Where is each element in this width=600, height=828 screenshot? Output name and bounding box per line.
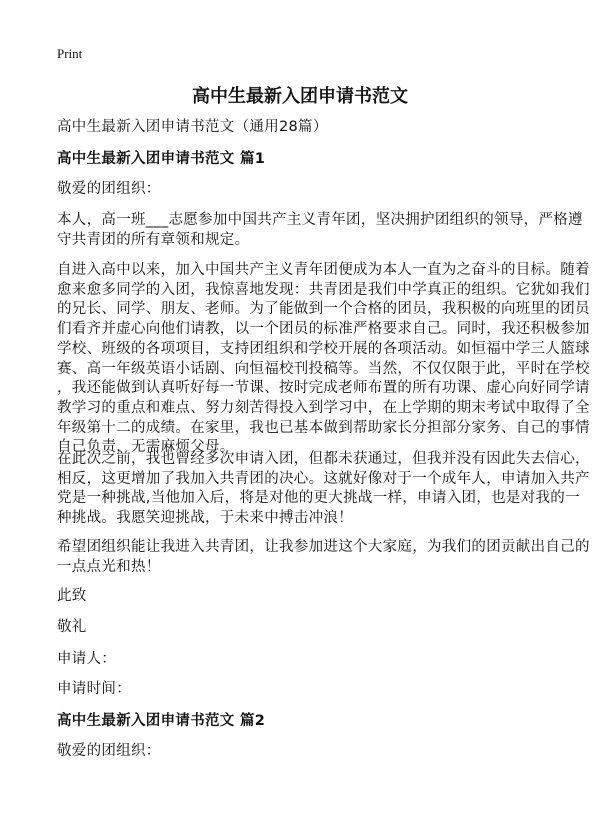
text-line: ，我还能做到认真听好每一节课、按时完成老师布置的所有功课、虚心向好同学请: [57, 380, 590, 397]
paragraph-1: [57, 211, 583, 250]
text-line: 希望团组织能让我进入共青团，让我参加进这个大家庭，为我们的团贡献出自己的: [57, 539, 590, 555]
text-line: 在此次之前，我也曾经多次申请入团，但都未获通过，但我并没有因此失去信心，: [57, 451, 590, 467]
text-line: 自己负责，无需麻烦父母。: [57, 439, 235, 456]
text-line: 守共青团的所有章领和规定。: [57, 231, 250, 248]
text-line: 相反，这更增加了我加入共青团的决心。这就好像对于一个成年人，申请加入共产: [57, 470, 590, 487]
paragraph-4: [57, 538, 590, 577]
text-line: 党是一种挑战,当他加入后，将是对他的更大挑战一样，申请入团，也是对我的一: [57, 490, 580, 507]
text-line: 年级第十二的成绩。在家里，我也已基本做到帮助家长分担部分家务、自己的事情: [57, 419, 590, 436]
text-line: 赛、高一年级英语小话剧、向恒福校刊投稿等。当然，不仅仅限于此，平时在学校: [57, 360, 590, 377]
print-link[interactable]: Print: [57, 46, 83, 61]
paragraph-3: [57, 450, 590, 529]
text-line: 一点点光和热！: [57, 558, 161, 575]
text-line: 本人，高一班___志愿参加中国共产主义青年团，坚决拥护团组织的领导，严格遵: [57, 212, 583, 228]
text-line: 愈来愈多同学的入团，我惊喜地发现：共青团是我们中学真正的组织。它犹如我们: [57, 281, 590, 298]
section-heading-1: 高中生最新入团申请书范文 篇1: [57, 151, 266, 167]
section-heading-2: 高中生最新入团申请书范文 篇2: [57, 713, 266, 729]
closing-1: 此致: [57, 588, 87, 604]
page-title: 高中生最新入团申请书范文: [192, 86, 408, 107]
paragraph-2: [57, 261, 590, 458]
text-line: 教学习的重点和难点、努力刻苦得投入到学习中，在上学期的期末考试中取得了全: [57, 399, 590, 416]
text-line: 学校、班级的各项项目，支持团组织和学校开展的各项活动。如恒福中学三人篮球: [57, 340, 590, 357]
text-line: 们看齐并虚心向他们请教，以一个团员的标准严格要求自己。同时，我还积极参加: [57, 321, 590, 338]
applicant-label: 申请人：: [57, 651, 117, 667]
date-label: 申请时间：: [57, 681, 131, 697]
greeting: 敬爱的团组织：: [57, 181, 161, 197]
text-line: 的兄长、同学、朋友、老师。为了能做到一个合格的团员，我积极的向班里的团员: [57, 301, 590, 318]
text-line: 种挑战。我愿笑迎挑战，于未来中搏击冲浪！: [57, 510, 353, 527]
closing-2: 敬礼: [57, 619, 87, 635]
text-line: 自进入高中以来，加入中国共产主义青年团便成为本人一直为之奋斗的目标。随着: [57, 262, 590, 278]
subtitle: 高中生最新入团申请书范文（通用28篇）: [57, 119, 328, 135]
greeting-2: 敬爱的团组织：: [57, 743, 161, 759]
